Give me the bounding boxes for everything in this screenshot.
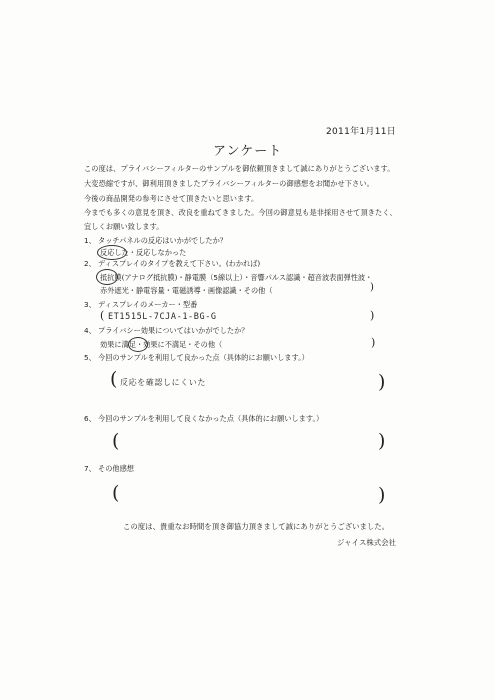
question-2-label: 2、 ディスプレイのタイプを教えて下さい。(わかれば) bbox=[84, 259, 261, 268]
question-2-options-line-1: 抵抗膜(アナログ抵抗膜)・静電膜（5線以上）・音響パルス認識・超音波表面弾性波・ bbox=[100, 273, 373, 282]
question-4-label: 4、 プライバシー効果についてはいかがでしたか？ bbox=[84, 326, 249, 335]
selected-answer-circle bbox=[96, 269, 118, 285]
question-3-label: 3、 ディスプレイのメーカー・型番 bbox=[84, 300, 198, 309]
footer-thanks: この度は、貴重なお時間を頂き御協力頂きまして誠にありがとうございました。 bbox=[123, 522, 390, 531]
question-5-label: 5、 今回のサンプルを利用して良かった点（具体的にお願いします。） bbox=[84, 353, 309, 362]
question-4-close-paren: ) bbox=[371, 336, 376, 349]
question-2-close-paren: ) bbox=[370, 282, 374, 293]
intro-line-5: 宜しくお願い致します。 bbox=[84, 222, 164, 231]
question-3-handwritten-model: ET1515L-7CJA-1-BG-G bbox=[108, 312, 217, 322]
question-2-options-line-2: 赤外遮光・静電容量・電磁誘導・画像認識・その他（ bbox=[100, 286, 273, 295]
question-6-close-paren: ) bbox=[378, 430, 386, 452]
intro-line-4: 今までも多くの意見を頂き、改良を重ねてきました。今回の御意見も是非採用させて頂きたく、 bbox=[84, 208, 397, 217]
question-6-label: 6、 今回のサンプルを利用して良くなかった点（具体的にお願いします。） bbox=[84, 414, 324, 423]
selected-answer-circle bbox=[128, 337, 148, 352]
question-7-close-paren: ) bbox=[378, 484, 386, 506]
question-1-label: 1、 タッチパネルの反応はいかがでしたか？ bbox=[84, 236, 227, 245]
question-5-close-paren: ) bbox=[378, 371, 386, 393]
intro-line-2: 大変恐縮ですが、御利用頂きましたプライバシーフィルターの御感想をお聞かせ下さい。 bbox=[84, 179, 374, 188]
question-7-label: 7、 その他感想 bbox=[84, 464, 134, 473]
company-name: ジャイス株式会社 bbox=[337, 538, 396, 547]
survey-date: 2011年1月11日 bbox=[326, 127, 397, 137]
question-5-open-paren: ( bbox=[110, 368, 118, 390]
intro-line-3: 今後の商品開発の参考にさせて頂きたいと思います。 bbox=[84, 194, 259, 203]
question-3-close-paren: ) bbox=[370, 309, 375, 322]
question-7-open-paren: ( bbox=[112, 482, 120, 504]
intro-line-1: この度は、プライバシーフィルターのサンプルを御依頼頂きまして誠にありがとうございます。 bbox=[84, 164, 395, 173]
page-title: アンケート bbox=[213, 144, 283, 159]
question-3-open-paren: ( bbox=[100, 309, 105, 322]
question-5-handwritten-answer: 反応を確認しにくいた bbox=[120, 378, 206, 387]
question-1-answer: 反応した・反応しなかった bbox=[100, 248, 187, 257]
question-4-options: 効果に満足・効果に不満足・その他（ bbox=[100, 340, 223, 349]
selected-answer-circle bbox=[97, 245, 127, 260]
question-6-open-paren: ( bbox=[112, 430, 120, 452]
